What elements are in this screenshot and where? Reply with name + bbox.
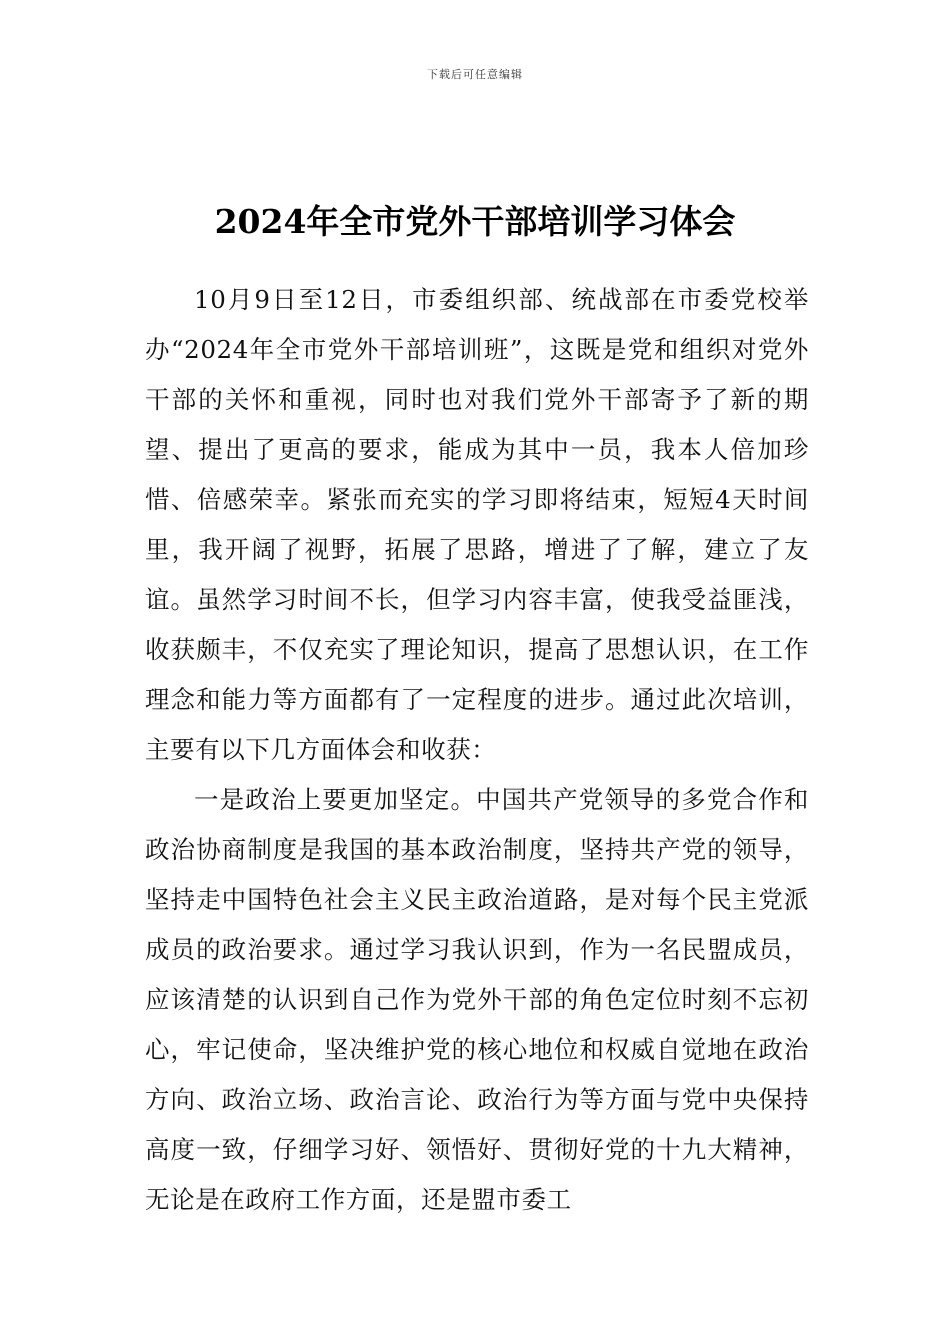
paragraph-intro: 10月9日至12日，市委组织部、统战部在市委党校举办“2024年全市党外干部培训班”，这既是党和组织对党外干部的关怀和重视，同时也对我们党外干部寄予了新的期望、提出了更高的要求，能成为其中一员，我本人倍加珍惜、倍感荣幸。紧张而充实的学习即将结束，短短4天时间里，我开阔了视野，拓展了思路，增进了了解，建立了友谊。虽然学习时间不长，但学习内容丰富，使我受益匪浅，收获颇丰，不仅充实了理论知识，提高了思想认识，在工作理念和能力等方面都有了一定程度的进步。通过此次培训，主要有以下几方面体会和收获： [145, 285, 809, 764]
paragraph-point-one: 一是政治上要更加坚定。中国共产党领导的多党合作和政治协商制度是我国的基本政治制度，坚持共产党的领导，坚持走中国特色社会主义民主政治道路，是对每个民主党派成员的政治要求。通过学习我认识到，作为一名民盟成员，应该清楚的认识到自己作为党外干部的角色定位时刻不忘初心，牢记使命，坚决维护党的核心地位和权威自觉地在政治方向、政治立场、政治言论、政治行为等方面与党中央保持高度一致，仔细学习好、领悟好、贯彻好党的十九大精神，无论是在政府工作方面，还是盟市委工 [145, 785, 809, 1214]
page-header-note: 下载后可任意编辑 [427, 68, 523, 81]
document-body [145, 275, 809, 1225]
document-title: 2024年全市党外干部培训学习体会 [214, 202, 736, 242]
